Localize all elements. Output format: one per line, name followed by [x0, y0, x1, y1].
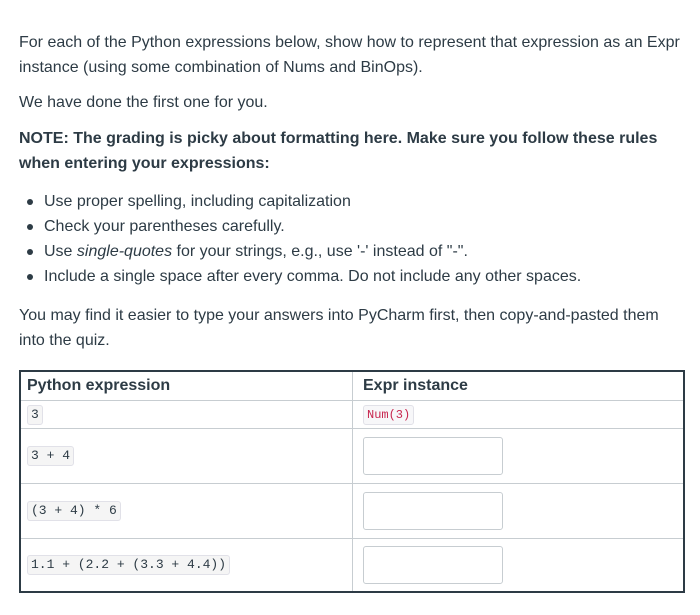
expression-cell: [20, 539, 353, 593]
header-python-expression: Python expression: [20, 371, 353, 401]
rule-emphasis: single-quotes: [76, 243, 173, 260]
answer-input[interactable]: [363, 437, 503, 475]
first-done-text: We have done the first one for you.: [19, 94, 268, 111]
rules-list: [19, 189, 682, 289]
answer-cell: [353, 539, 685, 593]
answer-cell: [353, 429, 685, 484]
table-row: [20, 539, 684, 593]
expression-table: [19, 370, 685, 593]
example-answer-code: Num(3): [363, 405, 414, 425]
intro-text: For each of the Python expressions below, show how to represent that expression as an Expr instance (using some combination of Nums and BinOps).: [19, 34, 680, 76]
expression-cell: [20, 484, 353, 539]
python-expression-code: 1.1 + (2.2 + (3.3 + 4.4)): [27, 555, 230, 575]
rule-item: [44, 239, 682, 264]
expression-cell: [20, 401, 353, 429]
python-expression-code: 3: [27, 405, 43, 425]
answer-input[interactable]: [363, 546, 503, 584]
answer-cell: [353, 484, 685, 539]
rule-text: for your strings, e.g., use '-' instead of "-".: [172, 243, 468, 260]
table-row: [20, 401, 684, 429]
answer-cell: [353, 401, 685, 429]
table-row: [20, 429, 684, 484]
rule-item: Check your parentheses carefully.: [44, 214, 682, 239]
python-expression-code: 3 + 4: [27, 446, 74, 466]
table-row: [20, 484, 684, 539]
expression-cell: [20, 429, 353, 484]
rule-text: Use: [44, 243, 77, 260]
rule-item: Use proper spelling, including capitalization: [44, 189, 682, 214]
rule-item: Include a single space after every comma. Do not include any other spaces.: [44, 264, 682, 289]
header-expr-instance: Expr instance: [353, 371, 685, 401]
answer-input[interactable]: [363, 492, 503, 530]
note-text: NOTE: The grading is picky about formatting here. Make sure you follow these rules when entering your expressions:: [19, 130, 658, 172]
pycharm-tip-text: You may find it easier to type your answers into PyCharm first, then copy-and-pasted them into the quiz.: [19, 307, 659, 349]
table-header-row: [20, 371, 684, 401]
python-expression-code: (3 + 4) * 6: [27, 501, 121, 521]
